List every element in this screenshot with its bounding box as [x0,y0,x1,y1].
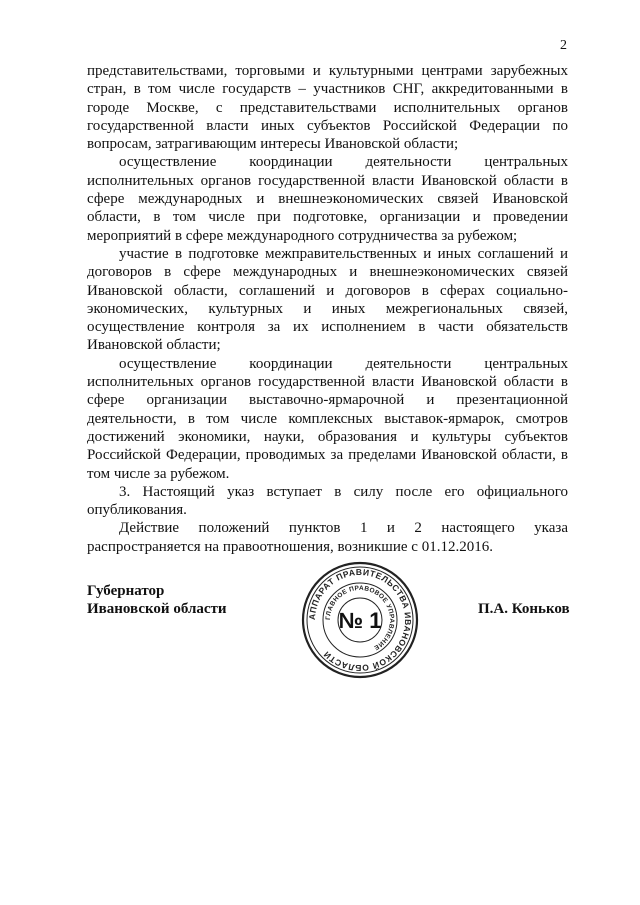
stamp-number: № 1 [338,608,382,633]
paragraph: осуществление координации деятельности центральных исполнительных органов государственной власти Ивановской области в сфере организации выставочно-ярмарочной и презентационной деятельности, в том числе комплексных выставок-ярмарок, смотров достижений экономики, науки, образования и культуры субъектов Российской Федерации, проводимых за пределами Ивановской области, в том числе за рубежом. [87,355,568,482]
signatory-name: П.А. Коньков [478,601,570,617]
paragraph: 3. Настоящий указ вступает в силу после его официального опубликования. [87,483,568,519]
paragraph: представительствами, торговыми и культурными центрами зарубежных стран, в том числе государств – участников СНГ, аккредитованными в городе Москве, с представительствами исполнительных органов государственной власти иных субъектов Российской Федерации по вопросам, затрагивающим интересы Ивановской области; [87,63,568,153]
document-body [87,62,568,556]
paragraph: осуществление координации деятельности центральных исполнительных органов государственной власти Ивановской области в сфере международных и внешнеэкономических связей Ивановской области, в том числе при подготовке, организации и проведении мероприятий в сфере международного сотрудничества за рубежом; [87,154,568,244]
signatory-title-line: Губернатор [87,583,165,599]
signatory-title [87,582,227,618]
paragraph: Действие положений пунктов 1 и 2 настоящего указа распространяется на правоотношения, возникшие с 01.12.2016. [87,520,568,555]
stamp-ring-text: АППАРАТ ПРАВИТЕЛЬСТВА ИВАНОВСКОЙ ОБЛАСТИ [306,566,414,674]
page-number: 2 [560,38,567,53]
official-seal-stamp [300,560,420,680]
stamp-inner-text: ГЛАВНОЕ ПРАВОВОЕ УПРАВЛЕНИЕ [324,584,396,652]
signatory-title-line: Ивановской области [87,601,227,617]
paragraph: участие в подготовке межправительственных и иных соглашений и договоров в сфере международных и внешнеэкономических связей Ивановской области, соглашений и договоров в сферах социально-экономических, культурных и иных межрегиональных связей, осуществление контроля за их исполнением в части обязательств Ивановской области; [87,245,568,354]
